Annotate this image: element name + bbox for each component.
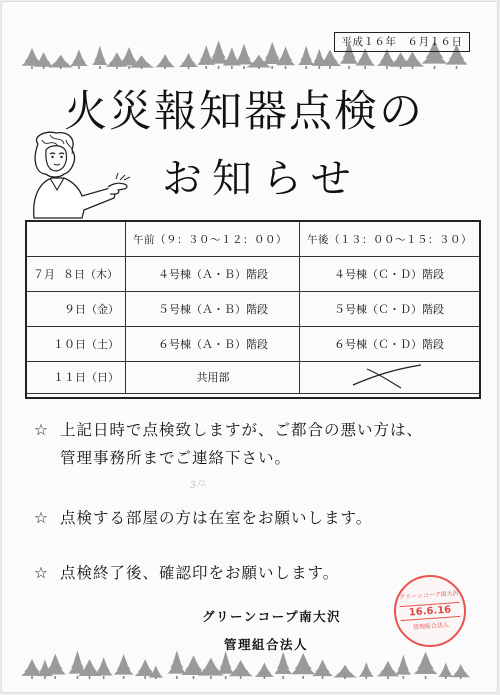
tree-icon — [414, 652, 438, 679]
issue-date: 平成１６年 ６月１６日 — [334, 32, 470, 52]
presenter-illustration — [20, 130, 135, 222]
row-afternoon: ５号棟（Ｃ・Ｄ）階段 — [334, 302, 444, 316]
tree-icon — [179, 53, 198, 69]
stamp-date: 16.6.16 — [400, 602, 461, 621]
pencil-note: 3ﾉﾆ — [189, 479, 206, 491]
row-afternoon-crossed — [301, 361, 477, 393]
tree-icon — [228, 660, 252, 679]
notice-text: 点検する部屋の方は在室をお願いします。 — [60, 509, 373, 527]
star-icon: ☆ — [34, 509, 49, 527]
table-row — [27, 291, 479, 327]
star-icon: ☆ — [34, 421, 49, 439]
tree-icon — [276, 46, 295, 69]
row-month: ７月 — [33, 267, 55, 281]
row-afternoon: ４号棟（Ｃ・Ｄ）階段 — [334, 267, 444, 281]
tree-icon — [359, 662, 374, 679]
table-divider — [125, 222, 126, 393]
page-subtitle: お知らせ — [162, 156, 361, 202]
row-day: ９日（金） — [64, 302, 119, 316]
tree-icon — [155, 54, 175, 69]
table-row — [27, 326, 479, 362]
table-row — [27, 256, 479, 292]
row-day: １０日（土） — [53, 337, 119, 351]
table-row — [27, 361, 479, 394]
star-icon: ☆ — [34, 564, 49, 582]
notice-presence — [34, 506, 372, 530]
notice-contact — [34, 418, 423, 470]
notice-text: 上記日時で点検致しますが、ご都合の悪い方は、 — [60, 421, 424, 439]
row-morning: ５号棟（Ａ・Ｂ）階段 — [158, 302, 268, 316]
tree-icon — [255, 662, 274, 679]
tree-icon — [298, 46, 314, 69]
row-morning: ６号棟（Ａ・Ｂ）階段 — [158, 337, 268, 351]
row-morning: ４号棟（Ａ・Ｂ）階段 — [158, 267, 268, 281]
tree-icon — [377, 661, 400, 679]
tree-icon — [223, 47, 241, 69]
tree-border-bottom — [2, 650, 497, 682]
tree-icon — [291, 653, 315, 679]
notice-text: 点検終了後、確認印をお願いします。 — [60, 564, 340, 582]
row-afternoon: ６号棟（Ｃ・Ｄ）階段 — [334, 337, 444, 351]
row-day: １１日（日） — [53, 371, 119, 384]
header-afternoon: 午後（１３：００〜１５：３０） — [307, 233, 472, 246]
tree-icon — [48, 55, 73, 69]
tree-icon — [333, 665, 357, 679]
date-seal-stamp — [392, 573, 469, 650]
tree-icon — [312, 660, 333, 679]
notice-paper — [2, 2, 497, 692]
tree-icon — [198, 658, 224, 679]
tree-icon — [395, 654, 411, 679]
notice-seal — [34, 561, 339, 585]
row-day: ８日（木） — [63, 267, 118, 281]
table-divider — [299, 222, 300, 393]
notice-text: 管理事務所までご連絡下さい。 — [60, 449, 292, 467]
schedule-header-row — [27, 222, 479, 257]
header-morning: 午前（９：３０〜１２：００） — [133, 233, 287, 246]
tree-icon — [114, 654, 134, 679]
tree-icon — [92, 45, 107, 69]
tree-icon — [274, 652, 291, 679]
page-title: 火災報知器点検の — [64, 87, 424, 137]
schedule-table — [25, 220, 481, 399]
row-date — [33, 256, 123, 291]
tree-icon — [451, 664, 470, 679]
tree-icon — [70, 49, 88, 69]
stamp-bottom-text: 管理組合法人 — [412, 621, 450, 632]
strike-through-mark — [301, 361, 477, 393]
row-morning: 共用部 — [196, 371, 230, 384]
organization-type: 管理組合法人 — [224, 637, 309, 652]
stamp-top-text: グリーンコープ南大沢 — [398, 589, 459, 602]
organization-name: グリーンコープ南大沢 — [202, 609, 342, 624]
tree-icon — [438, 663, 453, 679]
